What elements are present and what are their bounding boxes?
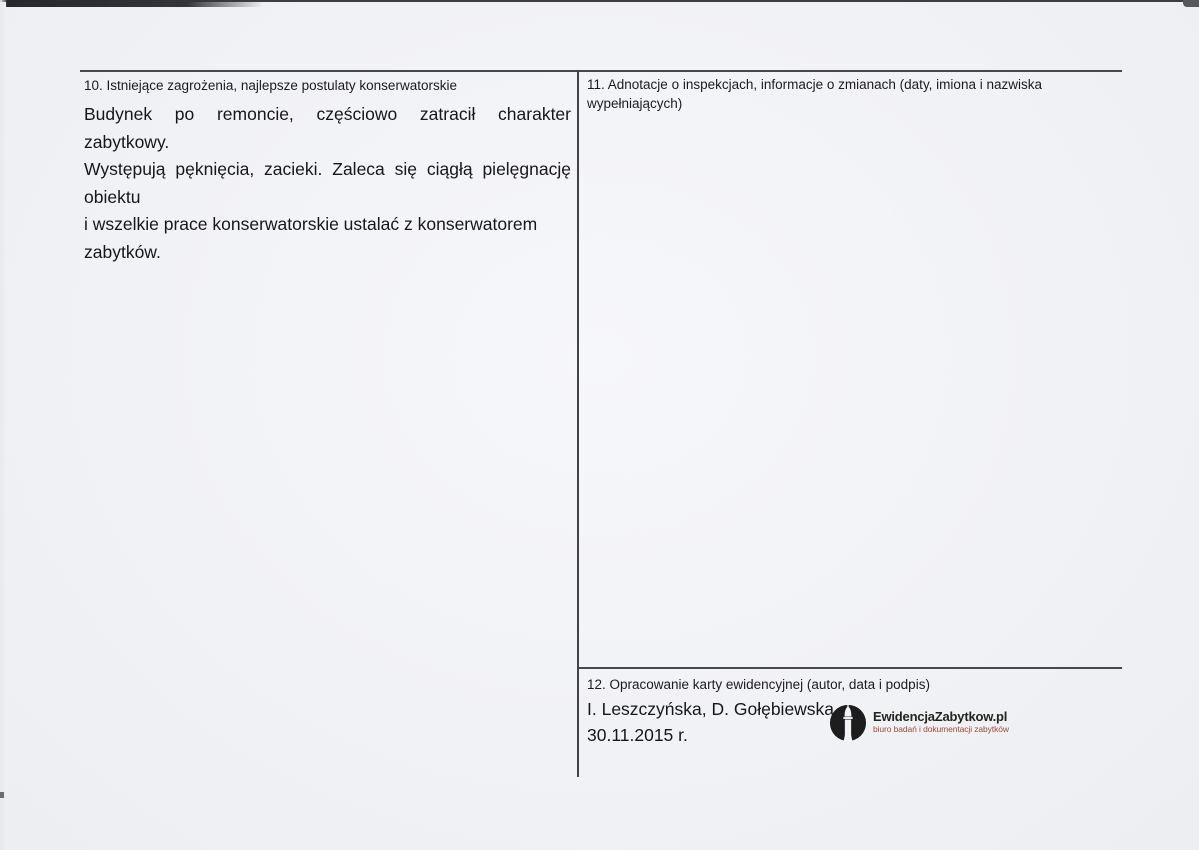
- table-top-border: [80, 70, 1122, 72]
- scan-edge-artifact: [0, 0, 7, 850]
- logo-tagline: biuro badań i dokumentacji zabytków: [873, 724, 1009, 734]
- section12-top-border: [579, 667, 1122, 669]
- monument-tower-icon: [829, 702, 867, 742]
- section10-body-line: i wszelkie prace konserwatorskie ustalać z konserwatorem zabytków.: [84, 214, 538, 262]
- scan-edge-artifact: [0, 792, 4, 798]
- logo-title: EwidencjaZabytkow.pl: [873, 709, 1008, 724]
- section10-body-line: Budynek po remoncie, częściowo zatracił charakter zabytkowy.: [84, 104, 571, 152]
- section10-header: 10. Istniejące zagrożenia, najlepsze postulaty konserwatorskie: [84, 78, 457, 93]
- section10-body: [84, 101, 571, 266]
- section12-date: 30.11.2015 r.: [587, 725, 688, 745]
- logo-text-block: [873, 702, 1009, 735]
- section10-body-line: Występują pęknięcia, zacieki. Zaleca się ciągłą pielęgnację obiektu: [84, 159, 571, 207]
- section12-header: 12. Opracowanie karty ewidencyjnej (autor, data i podpis): [587, 677, 930, 692]
- section11-header: 11. Adnotacje o inspekcjach, informacje o zmianach (daty, imiona i nazwiska wypełniających): [587, 77, 1042, 111]
- scan-edge-artifact: [1183, 0, 1199, 7]
- table-column-divider: [577, 70, 579, 777]
- ewidencja-zabytkow-logo: [829, 702, 1129, 752]
- scan-edge-artifact: [6, 0, 264, 7]
- section12-authors: I. Leszczyńska, D. Gołębiewska: [587, 699, 835, 719]
